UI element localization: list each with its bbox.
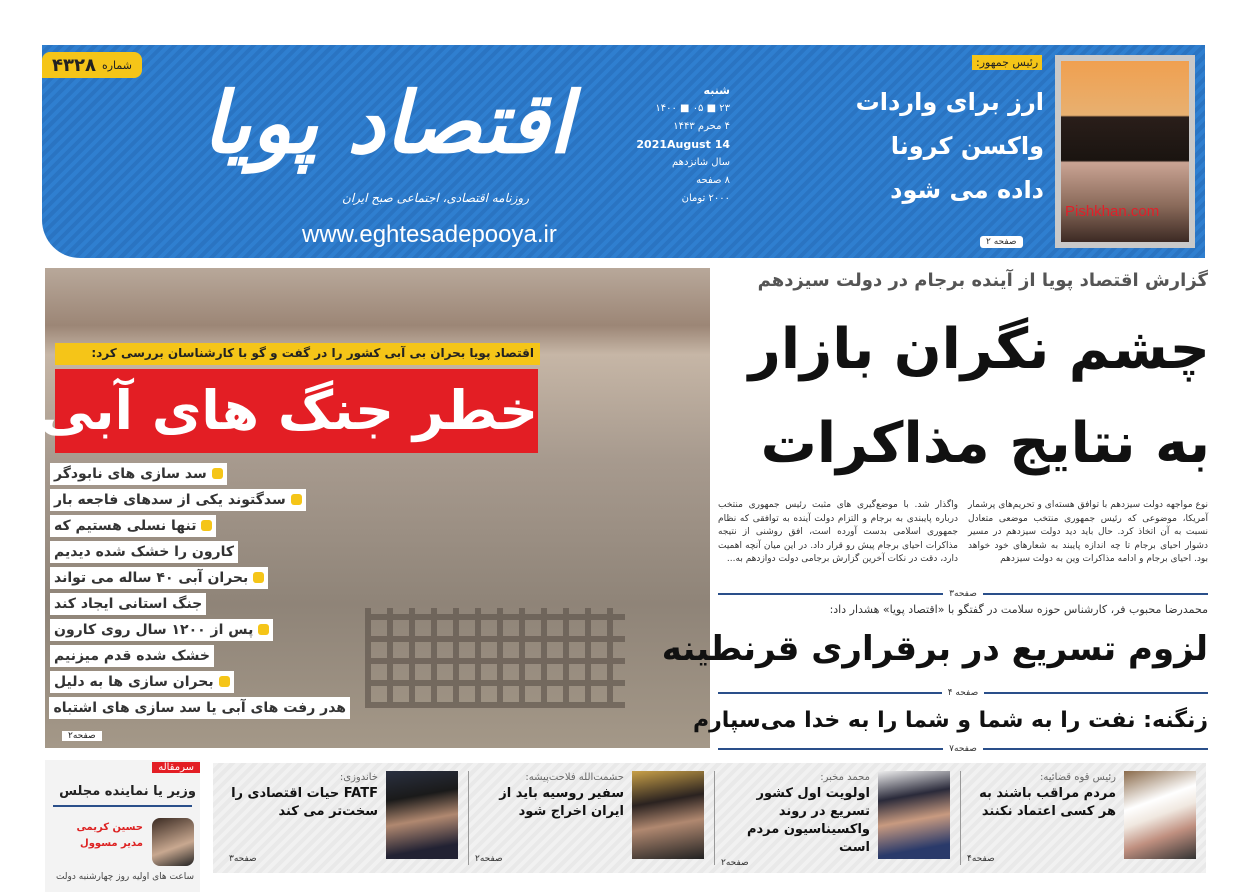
bullet-text: پس از ۱۲۰۰ سال روی کارون [54,622,254,638]
issue-badge [42,52,142,78]
website-url[interactable]: www.eghtesadepooya.ir [302,221,557,248]
author-name: حسین کریمی [76,822,143,833]
story-page: صفحه۴ [967,854,995,864]
main-kicker: گزارش اقتصاد پویا از آینده برجام در دولت سیزدهم [757,270,1208,291]
page-divider [718,742,1208,756]
author-photo [152,818,194,866]
bullet-icon [212,468,223,479]
lunar-date: ۴ محرم ۱۴۴۳ [673,121,730,132]
story-kicker: حشمت‌الله فلاحت‌پیشه: [525,772,624,783]
weekday: شنبه [703,84,730,97]
bullet-icon [219,676,230,687]
bullet-text: سد سازی های نابودگر [54,466,207,482]
strip-story[interactable] [468,771,704,865]
bullet-icon [258,624,269,635]
strip-story[interactable] [714,771,950,868]
headline-line: داده می شود [890,176,1044,204]
bullet-item [50,619,273,641]
editorial-body: ساعت های اولیه روز چهارشنبه دولت [55,872,194,882]
lead-bullets [50,463,350,723]
page-divider [718,686,1208,700]
page-ref: صفحه۳ [949,589,977,599]
editorial-title[interactable]: وزیر یا نماینده مجلس [59,784,196,799]
person-photo [386,771,458,859]
solar-date: ۲۳ ■ ۰۵ ■ ۱۴۰۰ [655,103,730,114]
editorial-tag: سرمقاله [152,762,200,773]
issue-number: ۴۳۲۸ [52,54,96,76]
lead-kicker: اقتصاد پویا بحران بی آبی کشور را در گفت و گو با کارشناسان بررسی کرد: [55,343,540,365]
top-story-headline[interactable] [832,80,1044,212]
story-page: صفحه۲ [475,854,503,864]
page-ref: صفحه ۴ [947,688,979,698]
page-count: ۸ صفحه [696,175,730,186]
bullet-text: سدگتوند یکی از سدهای فاجعه بار [54,492,286,508]
watermark: Pishkhan.com [1065,203,1160,220]
page-ref: صفحه۷ [949,744,977,754]
bullet-item [49,697,350,719]
year: سال شانزدهم [672,157,730,168]
price: ۲۰۰۰ تومان [681,193,730,204]
person-photo [878,771,950,859]
top-story-kicker: رئیس جمهور: [972,55,1042,70]
story-headline: مردم مراقب باشند به هر کسی اعتماد نکنند [979,786,1116,819]
bullet-item [50,489,306,511]
bullet-item [50,671,234,693]
main-body-col-left: واگذار شد. با موضع‌گیری های مثبت رئیس جمهوری منتخب درباره پایبندی به برجام و التزام دولت آینده به توافقی که نظام جمهوری اسلامی بدست آورده است، افق روشنی از نتیجه مذاکرات احیای برجام پیش رو قرار داد. در این میان آنچه اهمیت دارد، دقت در نکات آخرین گزارش برجامی دولت دوازدهم به... [718,500,958,564]
third-headline[interactable]: زنگنه: نفت را به شما و شما را به خدا می‌سپارم [692,708,1208,733]
story-headline: اولویت اول کشور تسریع در روند واکسیناسیون مردم است [746,786,870,855]
bullet-item [50,567,268,589]
bullet-text: خشک شده قدم میزنیم [54,648,210,664]
story-kicker: رئیس قوه قضائیه: [1040,772,1116,783]
news-strip [213,763,1206,873]
date-block [630,82,730,208]
masthead [42,45,1205,258]
page-divider [718,587,1208,601]
headline-line: چشم نگران بازار [748,317,1210,382]
story-page: صفحه۲ [721,858,749,868]
headline-line: ارز برای واردات [855,88,1044,116]
bullet-text: جنگ استانی ایجاد کند [54,596,203,612]
main-headline[interactable] [718,303,1210,491]
newspaper-logo: اقتصاد پویا [202,73,572,172]
bullet-icon [253,572,264,583]
bullet-icon [291,494,302,505]
issue-label: شماره [101,58,132,72]
bullet-item [50,463,227,485]
bullet-item [50,593,206,615]
headline-line: به نتایج مذاکرات [760,411,1210,476]
story-kicker: خاندوزی: [339,772,378,783]
bullet-text: هدر رفت های آبی یا سد سازی های اشتباه [53,700,346,716]
lead-page: صفحه۲ [62,731,102,741]
person-photo [632,771,704,859]
bullet-item [50,515,216,537]
bullet-item [50,541,238,563]
lead-headline[interactable]: خطر جنگ های آبی [55,369,538,453]
second-kicker: محمدرضا محبوب فر، کارشناس حوزه سلامت در گفتگو با «اقتصاد پویا» هشدار داد: [829,603,1208,616]
editorial-box [45,760,200,892]
bullet-item [50,645,214,667]
bullet-text: بحران سازی ها به دلیل [54,674,214,690]
bullet-text: بحران آبی ۴۰ ساله می تواند [54,570,249,586]
story-page: صفحه۳ [229,854,257,864]
president-photo [1055,55,1195,248]
strip-story[interactable] [223,771,458,865]
author-role: مدیر مسوول [80,838,143,849]
bullet-text: کارون را خشک شده دیدیم [54,544,235,560]
strip-story[interactable] [960,771,1196,865]
story-headline: سفیر روسیه باید از ایران اخراج شود [499,786,624,819]
bullet-icon [201,520,212,531]
person-photo [1124,771,1196,859]
second-headline[interactable]: لزوم تسریع در برقراری قرنطینه [661,629,1208,669]
headline-line: واکسن کرونا [890,132,1044,160]
top-story-page: صفحه ۲ [980,236,1023,248]
story-headline: FATF حیات اقتصادی را سخت‌تر می کند [231,786,378,819]
gregorian-date: 2021August 14 [636,138,730,151]
main-body-col-right: نوع مواجهه دولت سیزدهم با توافق هسته‌ای و تحریم‌های پرشمار آمریکا، موضوعی که رئیس جمهوری منتخب موضعی متعادل نسبت به آن اتخاذ کرد. حال باید دید دولت سیزدهم در مسیر دشوار احیای برجام تا چه اندازه پایبند به شعارهای خود خواهد بود. احیای برجام و ادامه مذاکرات وین به دولت سیزدهم [968,500,1208,564]
story-kicker: محمد مخبر: [820,772,870,783]
tagline: روزنامه اقتصادی، اجتماعی صبح ایران [342,191,529,205]
bullet-text: تنها نسلی هستیم که [54,518,197,534]
